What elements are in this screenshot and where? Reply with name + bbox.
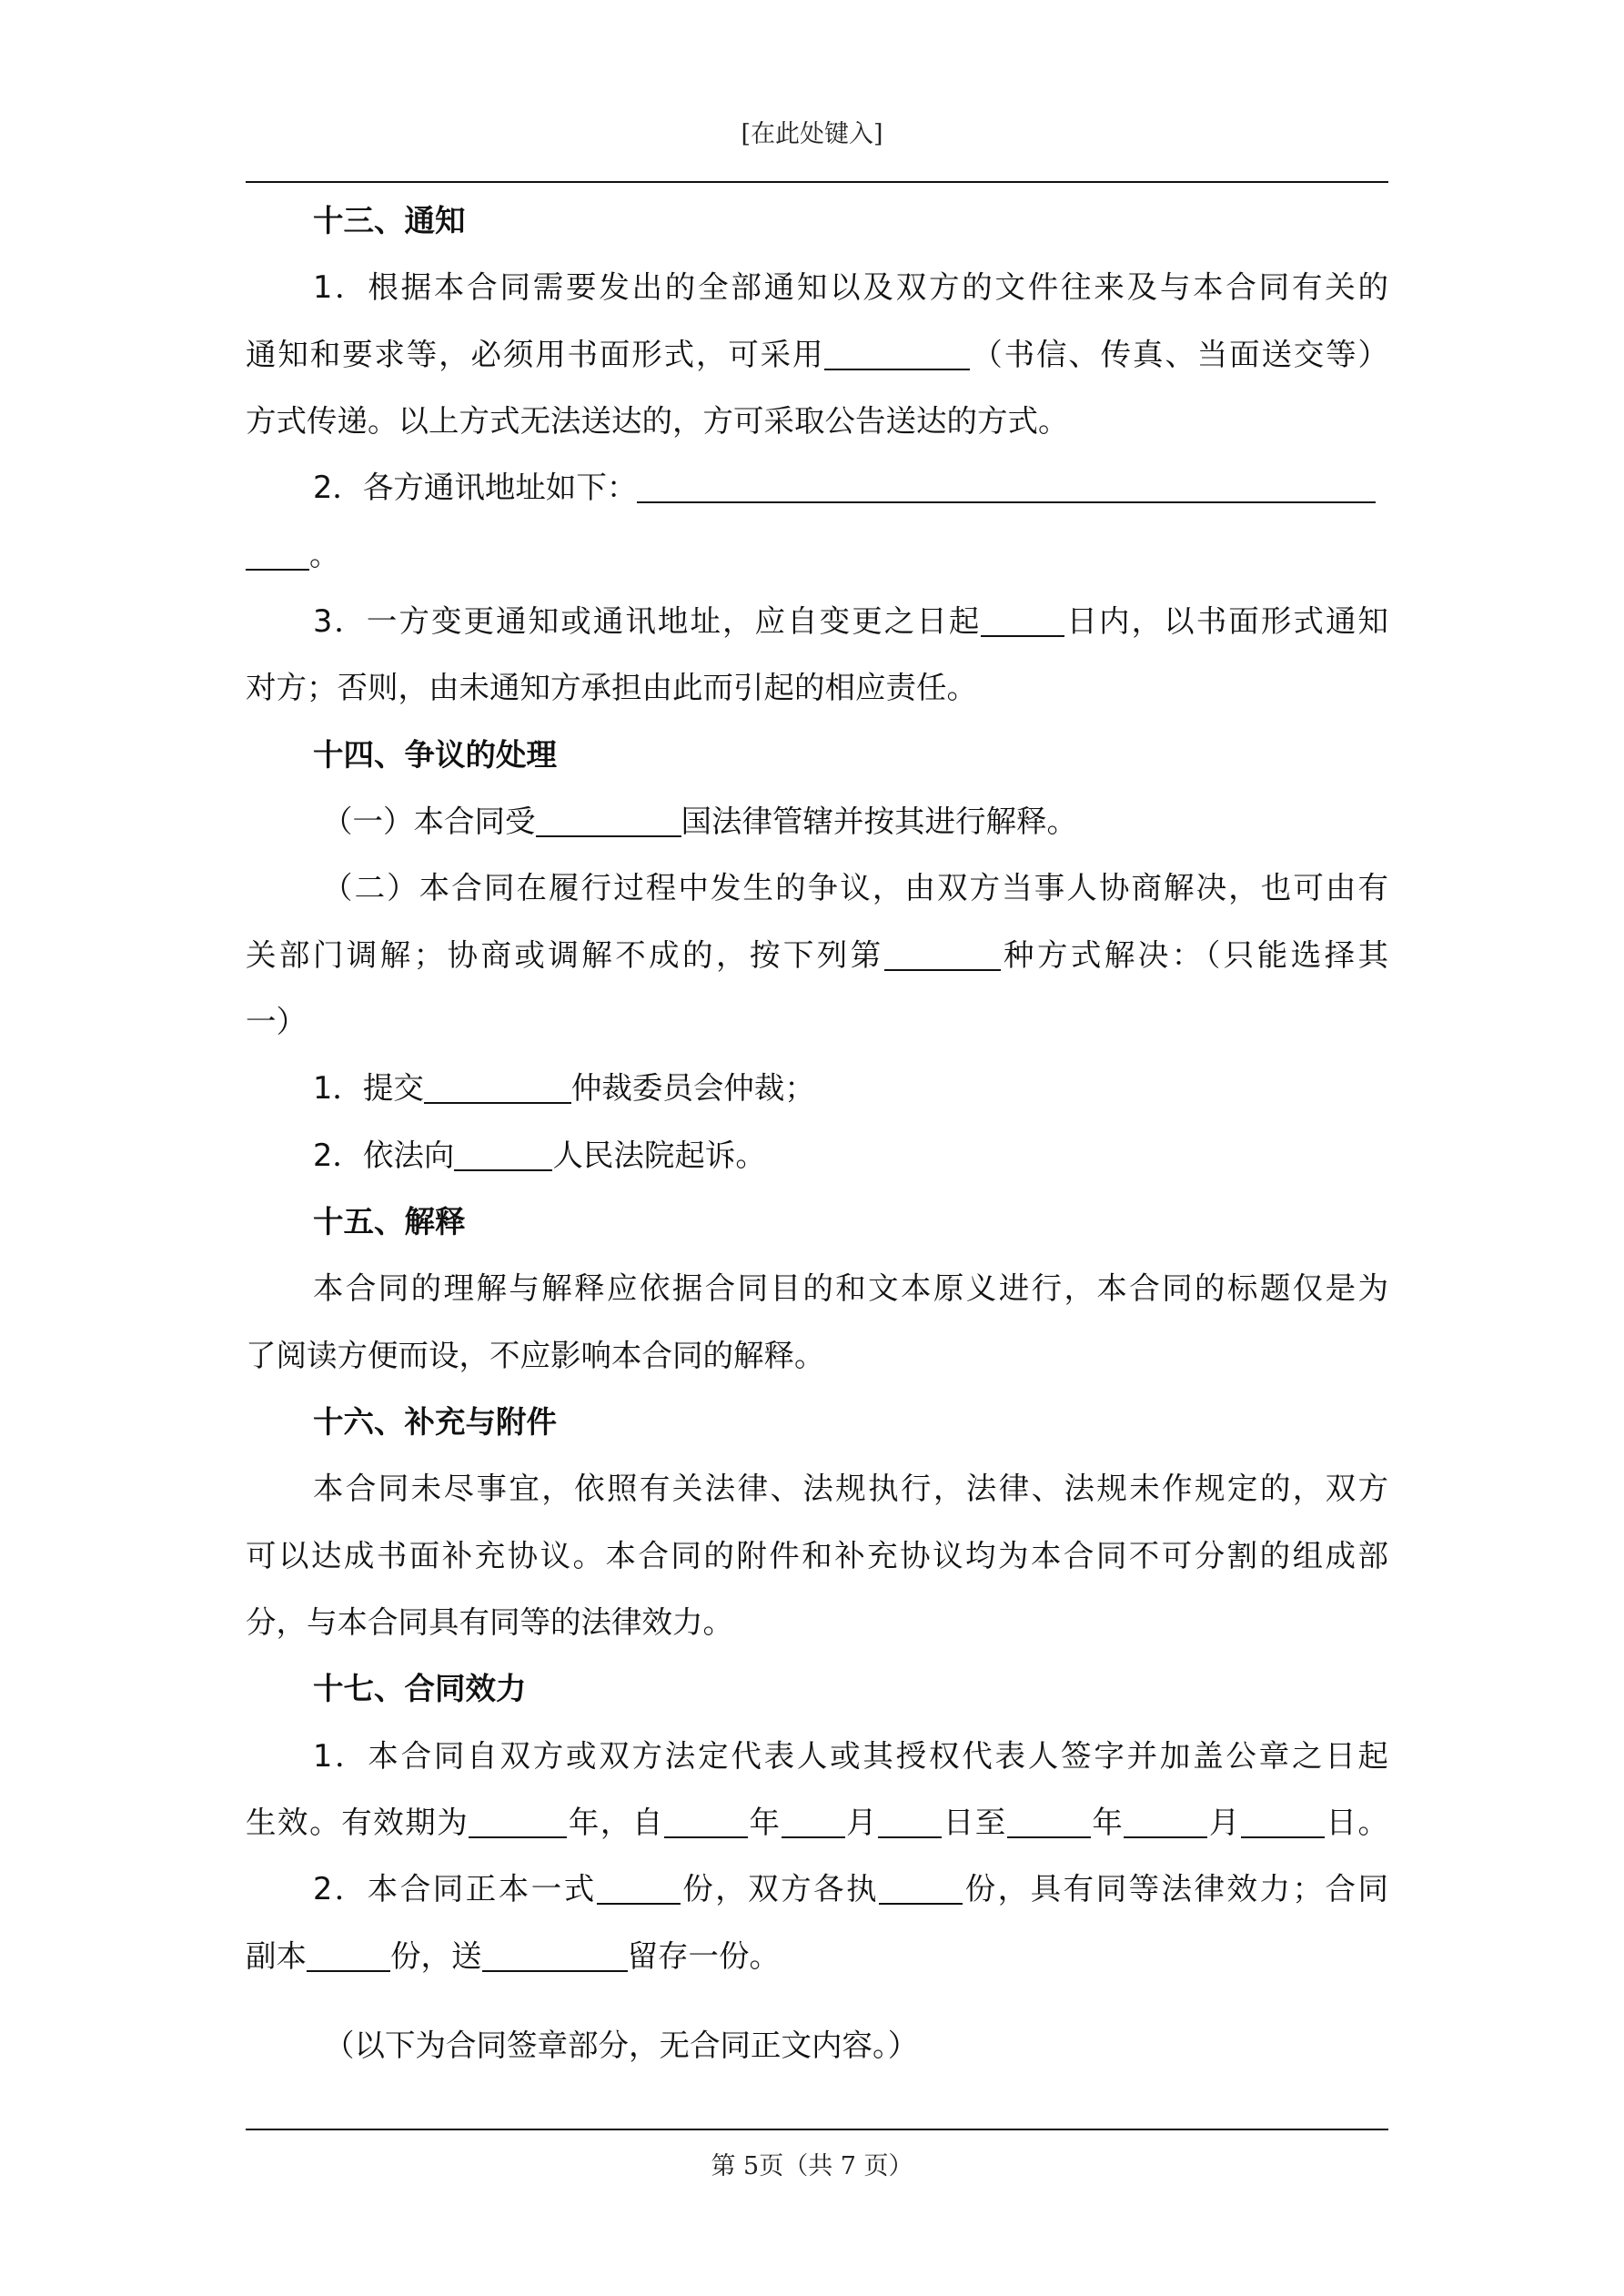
end-month-blank xyxy=(1124,1805,1207,1838)
blank-field xyxy=(824,338,970,370)
sec13-p2-line1: 2．各方通讯地址如下： xyxy=(313,460,1388,515)
sec14-p1: （一）本合同受 国法律管辖并按其进行解释。 xyxy=(322,804,1077,839)
sec14-p2-line3: 一） xyxy=(246,1004,307,1039)
sec14-p2-line1: （二）本合同在履行过程中发生的争议，由双方当事人协商解决，也可由有 xyxy=(322,870,1388,905)
page-header: [在此处键入] xyxy=(741,120,883,148)
sec15-p1-line2: 了阅读方便而设，不应影响本合同的解释。 xyxy=(246,1338,825,1373)
original-copies-blank xyxy=(597,1872,681,1905)
each-party-copies-blank xyxy=(879,1872,963,1905)
sec15-p1-line1: 本合同的理解与解释应依据合同目的和文本原义进行，本合同的标题仅是为 xyxy=(313,1270,1388,1306)
section-17-title: 十七、合同效力 xyxy=(313,1671,527,1706)
header-rule xyxy=(246,181,1388,183)
sec13-p1-line1: 1．根据本合同需要发出的全部通知以及双方的文件往来及与本合同有关的 xyxy=(313,269,1388,305)
sec17-p2-line2: 副本 份，送 留存一份。 xyxy=(246,1938,780,1974)
section-13-title: 十三、通知 xyxy=(313,203,466,238)
court-blank xyxy=(454,1138,552,1171)
sec16-p1-line2: 可以达成书面补充协议。本合同的附件和补充协议均为本合同不可分割的组成部 xyxy=(246,1538,1388,1573)
closing-note: （以下为合同签章部分，无合同正文内容。） xyxy=(324,2028,919,2063)
end-day-blank xyxy=(1241,1805,1325,1838)
sec13-p3-line1: 3．一方变更通知或通讯地址，应自变更之日起 日内，以书面形式通知 xyxy=(313,603,1388,639)
sec13-p2-line2: 。 xyxy=(246,528,340,582)
start-month-blank xyxy=(782,1805,845,1838)
sec16-p1-line1: 本合同未尽事宜，依照有关法律、法规执行，法律、法规未作规定的，双方 xyxy=(313,1471,1388,1506)
footer-rule xyxy=(246,2129,1388,2130)
sec14-option-1: 1．提交 仲裁委员会仲裁； xyxy=(313,1070,815,1106)
start-day-blank xyxy=(878,1805,942,1838)
sec14-option-2: 2．依法向 人民法院起诉。 xyxy=(313,1138,766,1173)
sec17-p1-line1: 1．本合同自双方或双方法定代表人或其授权代表人签字并加盖公章之日起 xyxy=(313,1738,1388,1774)
end-year-blank xyxy=(1007,1805,1091,1838)
term-years-blank xyxy=(469,1805,567,1838)
section-16-title: 十六、补充与附件 xyxy=(313,1404,557,1440)
start-year-blank xyxy=(664,1805,748,1838)
sec13-p1-line3: 方式传递。以上方式无法送达的，方可采取公告送达的方式。 xyxy=(246,403,1069,439)
sec13-p3-line2: 对方；否则，由未通知方承担由此而引起的相应责任。 xyxy=(246,670,977,705)
recipient-blank xyxy=(482,1939,628,1972)
method-blank xyxy=(884,938,1001,971)
sec13-p1-line2: 通知和要求等，必须用书面形式，可采用 （书信、传真、当面送交等） xyxy=(246,337,1389,372)
arbitration-blank xyxy=(424,1071,571,1104)
address-blank xyxy=(637,470,1376,503)
days-blank xyxy=(981,604,1064,637)
section-15-title: 十五、解释 xyxy=(313,1204,466,1239)
sec17-p1-line2: 生效。有效期为 年，自 年 月 日至 年 月 日。 xyxy=(246,1805,1389,1840)
sec17-p2-line1: 2．本合同正本一式 份，双方各执 份，具有同等法律效力；合同 xyxy=(313,1871,1388,1907)
duplicate-copies-blank xyxy=(307,1939,390,1972)
address-blank-end xyxy=(246,538,309,571)
law-country-blank xyxy=(536,804,681,837)
sec16-p1-line3: 分，与本合同具有同等的法律效力。 xyxy=(246,1604,733,1640)
page-footer: 第 5页（共 7 页） xyxy=(711,2152,913,2180)
sec14-p2-line2: 关部门调解；协商或调解不成的，按下列第 种方式解决：（只能选择其 xyxy=(246,937,1389,973)
section-14-title: 十四、争议的处理 xyxy=(313,737,557,773)
